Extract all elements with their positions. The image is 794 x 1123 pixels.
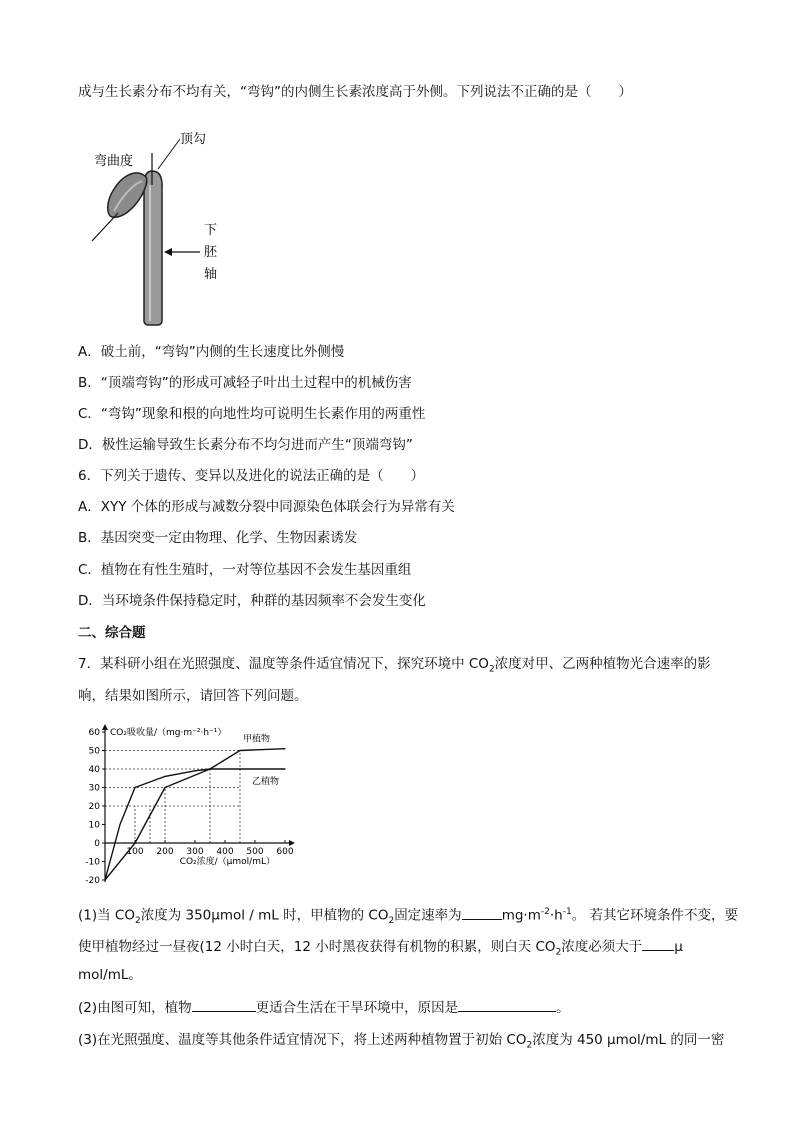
series-1-point-4	[194, 770, 195, 771]
series-1-point-5	[209, 768, 210, 769]
y-tick-label-2: 40	[88, 765, 100, 775]
apical-hook-figure	[80, 125, 230, 330]
x-tick-label-3: 400	[216, 847, 234, 857]
label-hypocotyl-2: 胚	[204, 245, 218, 260]
answer-blank-1[interactable]	[462, 906, 502, 920]
q5-option-d: D．极性运输导致生长素分布不均匀进而产生“顶端弯钩”	[78, 437, 413, 453]
q5-option-b: B．“顶端弯钩”的形成可减轻子叶出土过程中的机械伤害	[78, 375, 412, 391]
hypocotyl-shape	[144, 180, 162, 325]
x-tick-label-4: 500	[246, 847, 264, 857]
q6-option-c: C．植物在有性生殖时，一对等位基因不会发生基因重组	[78, 562, 412, 578]
series-1-point-7	[284, 768, 285, 769]
y-tick-label-6: 0	[94, 839, 100, 849]
answer-blank-4[interactable]	[458, 998, 556, 1012]
series-1-point-1	[119, 824, 120, 825]
q7-sub1-line1: (1)当 $CO_2$浓度为 350μmol / mL 时，甲植物的 $CO_2$固定速率为 $mg\cdot m^{-2}\cdot h^{-1}$。 若其它环境条件不变，要	[78, 907, 738, 927]
series-0-point-2	[164, 787, 165, 788]
y-tick-label-1: 50	[88, 746, 100, 757]
y-axis-arrow	[102, 724, 108, 730]
label-bend: 弯曲度	[94, 154, 134, 169]
q5-option-c: C．“弯钩”现象和根的向地性均可说明生长素作用的两重性	[78, 406, 426, 422]
x-tick-label-5: 600	[276, 847, 294, 857]
y-axis-label: CO₂吸收量/（mg·m⁻²·h⁻¹）	[110, 728, 227, 738]
q5-stem-tail: 成与生长素分布不均有关，“弯钩”的内侧生长素浓度高于外侧。下列说法不正确的是（ ）	[78, 84, 632, 100]
x-axis-arrow	[289, 840, 295, 846]
q7-sub1-line3: mol/mL。	[78, 967, 142, 983]
y-tick-label-7: -10	[85, 857, 100, 868]
answer-blank-3[interactable]	[192, 998, 256, 1012]
series-1-point-6	[239, 768, 240, 769]
y-tick-label-0: 60	[88, 728, 100, 738]
q6-option-a: A．XYY 个体的形成与减数分裂中同源染色体联会行为异常有关	[78, 499, 455, 515]
q6-stem: 6．下列关于遗传、变异以及进化的说法正确的是（ ）	[78, 468, 425, 484]
y-tick-label-3: 30	[88, 783, 100, 794]
q6-option-b: B．基因突变一定由物理、化学、生物因素诱发	[78, 530, 358, 546]
label-hypocotyl-3: 轴	[204, 267, 218, 282]
q5-option-a: A．破土前，“弯钩”内侧的生长速度比外侧慢	[78, 344, 345, 360]
x-axis-label: CO₂浓度/（μmol/mL）	[179, 857, 275, 867]
co2-uptake-chart	[78, 720, 318, 895]
series-0-point-4	[239, 750, 240, 751]
series-label-0: 甲植物	[243, 734, 271, 745]
x-tick-label-0: 100	[126, 847, 144, 857]
q7-stem-line2: 响，结果如图所示，请回答下列问题。	[78, 688, 308, 704]
label-hypocotyl-1: 下	[204, 223, 218, 238]
section-title: 二、综合题	[78, 625, 146, 641]
y-tick-label-4: 20	[88, 802, 100, 812]
series-1-point-0	[104, 879, 105, 880]
series-0-point-1	[134, 842, 135, 843]
series-label-1: 乙植物	[252, 776, 280, 787]
series-0-point-5	[284, 748, 285, 749]
q7-sub2: (2)由图可知，植物 更适合生活在干旱环境中，原因是 。	[78, 1000, 570, 1016]
answer-blank-2[interactable]	[642, 937, 674, 951]
q6-option-d: D．当环境条件保持稳定时，种群的基因频率不会发生变化	[78, 593, 426, 609]
y-tick-label-5: 10	[88, 820, 100, 831]
x-tick-label-2: 300	[186, 847, 204, 857]
q7-sub3: (3)在光照强度、温度等其他条件适宜情况下，将上述两种植物置于初始 $CO_2$浓度为 450 μmol/mL 的同一密	[78, 1032, 725, 1051]
q7-stem-line1: 7．某科研小组在光照强度、温度等条件适宜情况下，探究环境中 $CO_2$浓度对甲、乙两种植物光合速率的影	[78, 656, 711, 675]
x-tick-label-1: 200	[156, 847, 174, 857]
q7-sub1-line2: 使甲植物经过一昼夜(12 小时白天，12 小时黑夜获得有机物的积累，则白天 $CO_2$浓度必须大于 μ	[78, 939, 683, 958]
label-hook: 顶勾	[180, 132, 207, 147]
series-1-point-3	[164, 776, 165, 777]
series-1-point-2	[134, 787, 135, 788]
y-tick-label-8: -20	[85, 876, 100, 886]
